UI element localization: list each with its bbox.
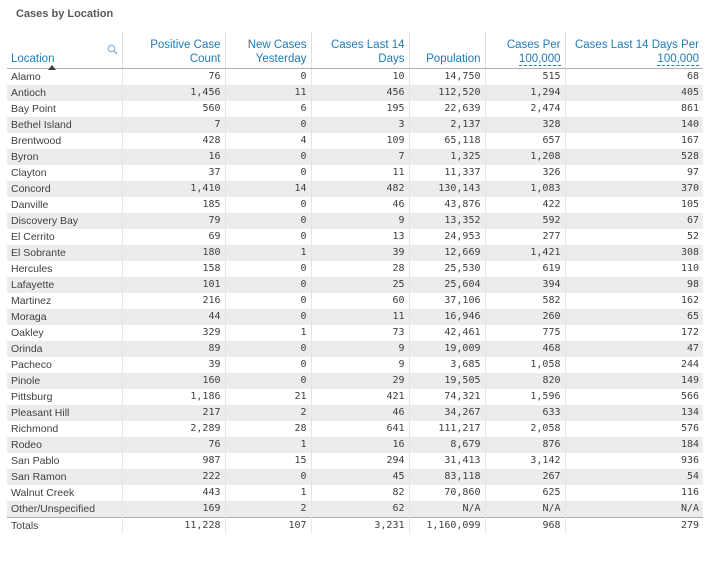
table-row[interactable] (7, 277, 703, 293)
cell-location[interactable]: Oakley (7, 325, 122, 341)
cell-cases-last-14-days-per-100k: 116 (565, 485, 703, 501)
cell-cases-per-100k: 2,058 (485, 421, 565, 437)
cell-positive-case-count: 39 (122, 357, 225, 373)
cell-positive-case-count: 2,289 (122, 421, 225, 437)
cell-population: 1,325 (409, 149, 485, 165)
table-row[interactable] (7, 69, 703, 86)
column-header-location[interactable]: Location (7, 32, 122, 69)
table-row[interactable] (7, 341, 703, 357)
cell-location[interactable]: Byron (7, 149, 122, 165)
cell-population: 70,860 (409, 485, 485, 501)
table-row[interactable] (7, 325, 703, 341)
cell-new-cases-yesterday: 1 (225, 485, 311, 501)
cases-by-location-table (7, 32, 703, 534)
cell-cases-last-14-days-per-100k: 140 (565, 117, 703, 133)
table-row[interactable] (7, 245, 703, 261)
cell-cases-last-14-days-per-100k: 98 (565, 277, 703, 293)
cell-cases-per-100k: 625 (485, 485, 565, 501)
cell-cases-last-14-days: 29 (311, 373, 409, 389)
cell-location[interactable]: Antioch (7, 85, 122, 101)
cell-cases-per-100k: 277 (485, 229, 565, 245)
cell-cases-per-100k: 515 (485, 69, 565, 86)
table-row[interactable] (7, 453, 703, 469)
cell-cases-last-14-days: 482 (311, 181, 409, 197)
cell-location[interactable]: Danville (7, 197, 122, 213)
cell-cases-last-14-days-per-100k: 172 (565, 325, 703, 341)
cell-positive-case-count: 169 (122, 501, 225, 518)
cell-new-cases-yesterday: 14 (225, 181, 311, 197)
cell-location[interactable]: El Sobrante (7, 245, 122, 261)
cell-cases-last-14-days-per-100k: 244 (565, 357, 703, 373)
cell-cases-last-14-days: 7 (311, 149, 409, 165)
cell-positive-case-count: 185 (122, 197, 225, 213)
cell-cases-last-14-days-per-100k: 162 (565, 293, 703, 309)
cell-cases-last-14-days-per-100k: 68 (565, 69, 703, 86)
cell-cases-last-14-days: 9 (311, 341, 409, 357)
column-header-cases-last-14-days[interactable]: Cases Last 14 Days (311, 32, 409, 69)
cell-positive-case-count: 16 (122, 149, 225, 165)
cell-cases-last-14-days: 82 (311, 485, 409, 501)
cell-cases-last-14-days: 13 (311, 229, 409, 245)
cell-new-cases-yesterday: 0 (225, 69, 311, 86)
cell-cases-last-14-days: 9 (311, 357, 409, 373)
cell-cases-per-100k: 468 (485, 341, 565, 357)
cell-positive-case-count: 44 (122, 309, 225, 325)
cell-cases-last-14-days-per-100k: 65 (565, 309, 703, 325)
totals-cell-positive-case-count: 11,228 (122, 518, 225, 535)
cell-positive-case-count: 1,186 (122, 389, 225, 405)
cell-location[interactable]: Orinda (7, 341, 122, 357)
cell-cases-per-100k: 775 (485, 325, 565, 341)
cell-cases-last-14-days: 10 (311, 69, 409, 86)
cell-cases-last-14-days: 294 (311, 453, 409, 469)
cell-positive-case-count: 222 (122, 469, 225, 485)
cell-cases-last-14-days-per-100k: 54 (565, 469, 703, 485)
column-header-cases-last-14-days-per-100k[interactable]: Cases Last 14 Days Per 100,000 (565, 32, 703, 69)
cell-positive-case-count: 7 (122, 117, 225, 133)
cell-positive-case-count: 79 (122, 213, 225, 229)
cell-cases-last-14-days-per-100k: 52 (565, 229, 703, 245)
cell-cases-per-100k: 326 (485, 165, 565, 181)
cell-new-cases-yesterday: 0 (225, 149, 311, 165)
cell-location[interactable]: Hercules (7, 261, 122, 277)
cell-location[interactable]: Alamo (7, 69, 122, 86)
cell-cases-per-100k: 260 (485, 309, 565, 325)
cell-new-cases-yesterday: 0 (225, 341, 311, 357)
cell-cases-last-14-days-per-100k: N/A (565, 501, 703, 518)
cell-population: 16,946 (409, 309, 485, 325)
cell-cases-per-100k: 1,083 (485, 181, 565, 197)
cell-positive-case-count: 76 (122, 69, 225, 86)
cell-location[interactable]: Richmond (7, 421, 122, 437)
table-body (7, 69, 703, 535)
cell-population: 24,953 (409, 229, 485, 245)
cell-cases-last-14-days-per-100k: 370 (565, 181, 703, 197)
cell-cases-last-14-days-per-100k: 105 (565, 197, 703, 213)
table-row[interactable] (7, 261, 703, 277)
cell-cases-last-14-days: 11 (311, 309, 409, 325)
cell-population: 25,530 (409, 261, 485, 277)
cell-cases-last-14-days: 109 (311, 133, 409, 149)
cell-cases-last-14-days-per-100k: 97 (565, 165, 703, 181)
cell-location[interactable]: Discovery Bay (7, 213, 122, 229)
cell-cases-per-100k: 592 (485, 213, 565, 229)
cell-positive-case-count: 329 (122, 325, 225, 341)
table-row[interactable] (7, 437, 703, 453)
totals-cell-cases-last-14-days: 3,231 (311, 518, 409, 535)
cell-positive-case-count: 216 (122, 293, 225, 309)
cell-new-cases-yesterday: 21 (225, 389, 311, 405)
cell-cases-last-14-days-per-100k: 308 (565, 245, 703, 261)
totals-row (7, 518, 703, 535)
cell-cases-per-100k: 1,208 (485, 149, 565, 165)
cell-positive-case-count: 428 (122, 133, 225, 149)
cell-cases-per-100k: 1,421 (485, 245, 565, 261)
table-row[interactable] (7, 485, 703, 501)
cell-positive-case-count: 89 (122, 341, 225, 357)
table-row[interactable] (7, 165, 703, 181)
cell-cases-per-100k: 1,058 (485, 357, 565, 373)
cell-cases-per-100k: 2,474 (485, 101, 565, 117)
cell-population: 37,106 (409, 293, 485, 309)
table-title: Cases by Location (16, 8, 114, 20)
cell-population: 11,337 (409, 165, 485, 181)
table-row[interactable] (7, 405, 703, 421)
cell-cases-last-14-days: 9 (311, 213, 409, 229)
column-header-new-cases-yesterday[interactable]: New Cases Yesterday (225, 32, 311, 69)
cell-cases-last-14-days-per-100k: 47 (565, 341, 703, 357)
cell-cases-last-14-days-per-100k: 134 (565, 405, 703, 421)
cell-location[interactable]: Concord (7, 181, 122, 197)
cell-cases-last-14-days: 39 (311, 245, 409, 261)
cell-cases-last-14-days: 28 (311, 261, 409, 277)
cell-cases-last-14-days: 45 (311, 469, 409, 485)
cell-cases-last-14-days: 46 (311, 405, 409, 421)
cell-new-cases-yesterday: 15 (225, 453, 311, 469)
cell-cases-last-14-days: 16 (311, 437, 409, 453)
table-row[interactable] (7, 421, 703, 437)
cell-population: 74,321 (409, 389, 485, 405)
cell-location[interactable]: Pacheco (7, 357, 122, 373)
cell-cases-last-14-days: 73 (311, 325, 409, 341)
cell-cases-per-100k: 394 (485, 277, 565, 293)
cell-new-cases-yesterday: 0 (225, 469, 311, 485)
table-row[interactable] (7, 85, 703, 101)
table-row[interactable] (7, 373, 703, 389)
table-row[interactable] (7, 149, 703, 165)
cell-new-cases-yesterday: 0 (225, 229, 311, 245)
totals-cell-new-cases-yesterday: 107 (225, 518, 311, 535)
cell-positive-case-count: 101 (122, 277, 225, 293)
cell-cases-last-14-days: 25 (311, 277, 409, 293)
cell-location[interactable]: Moraga (7, 309, 122, 325)
totals-cell-location: Totals (7, 518, 122, 535)
table-row[interactable] (7, 133, 703, 149)
search-icon[interactable] (107, 44, 118, 55)
cell-cases-per-100k: 619 (485, 261, 565, 277)
table-row[interactable] (7, 101, 703, 117)
cell-location[interactable]: Walnut Creek (7, 485, 122, 501)
table-row[interactable] (7, 117, 703, 133)
cell-location[interactable]: San Ramon (7, 469, 122, 485)
cell-positive-case-count: 987 (122, 453, 225, 469)
cell-population: 14,750 (409, 69, 485, 86)
cell-cases-per-100k: 422 (485, 197, 565, 213)
table-row[interactable] (7, 197, 703, 213)
cell-positive-case-count: 76 (122, 437, 225, 453)
table-row[interactable] (7, 229, 703, 245)
cell-cases-per-100k: 876 (485, 437, 565, 453)
cell-new-cases-yesterday: 0 (225, 165, 311, 181)
cell-cases-last-14-days-per-100k: 110 (565, 261, 703, 277)
cell-new-cases-yesterday: 2 (225, 501, 311, 518)
cell-cases-per-100k: 1,596 (485, 389, 565, 405)
cell-positive-case-count: 1,410 (122, 181, 225, 197)
totals-cell-population: 1,160,099 (409, 518, 485, 535)
cell-cases-per-100k: 3,142 (485, 453, 565, 469)
cell-population: 12,669 (409, 245, 485, 261)
cell-location[interactable]: San Pablo (7, 453, 122, 469)
cell-new-cases-yesterday: 6 (225, 101, 311, 117)
table-row[interactable] (7, 469, 703, 485)
cell-population: 34,267 (409, 405, 485, 421)
table-row[interactable] (7, 357, 703, 373)
cell-location[interactable]: Pittsburg (7, 389, 122, 405)
cell-population: 25,604 (409, 277, 485, 293)
sort-ascending-icon[interactable] (48, 65, 56, 70)
cell-location[interactable]: Other/Unspecified (7, 501, 122, 518)
cell-cases-last-14-days: 46 (311, 197, 409, 213)
cell-population: 19,009 (409, 341, 485, 357)
cell-location[interactable]: Martinez (7, 293, 122, 309)
cell-cases-last-14-days-per-100k: 936 (565, 453, 703, 469)
cell-population: 22,639 (409, 101, 485, 117)
cell-positive-case-count: 160 (122, 373, 225, 389)
cell-cases-last-14-days-per-100k: 528 (565, 149, 703, 165)
cell-location[interactable]: Pinole (7, 373, 122, 389)
cell-new-cases-yesterday: 0 (225, 373, 311, 389)
cell-location[interactable]: Lafayette (7, 277, 122, 293)
cell-population: 130,143 (409, 181, 485, 197)
cell-cases-per-100k: N/A (485, 501, 565, 518)
column-header-positive-case-count[interactable]: Positive Case Count (122, 32, 225, 69)
cell-new-cases-yesterday: 0 (225, 213, 311, 229)
cell-location[interactable]: Bay Point (7, 101, 122, 117)
cell-cases-last-14-days-per-100k: 566 (565, 389, 703, 405)
totals-cell-cases-per-100k: 968 (485, 518, 565, 535)
cell-positive-case-count: 1,456 (122, 85, 225, 101)
cell-new-cases-yesterday: 0 (225, 197, 311, 213)
cell-cases-last-14-days-per-100k: 149 (565, 373, 703, 389)
cell-new-cases-yesterday: 28 (225, 421, 311, 437)
cell-population: 2,137 (409, 117, 485, 133)
cell-population: 43,876 (409, 197, 485, 213)
cell-cases-per-100k: 657 (485, 133, 565, 149)
cell-new-cases-yesterday: 11 (225, 85, 311, 101)
cell-cases-per-100k: 267 (485, 469, 565, 485)
cell-positive-case-count: 560 (122, 101, 225, 117)
table-row[interactable] (7, 213, 703, 229)
cell-cases-per-100k: 328 (485, 117, 565, 133)
cell-positive-case-count: 69 (122, 229, 225, 245)
cell-cases-last-14-days: 421 (311, 389, 409, 405)
cell-new-cases-yesterday: 0 (225, 261, 311, 277)
cell-new-cases-yesterday: 2 (225, 405, 311, 421)
table-row[interactable] (7, 501, 703, 518)
table-row[interactable] (7, 309, 703, 325)
cell-new-cases-yesterday: 4 (225, 133, 311, 149)
cell-cases-last-14-days: 3 (311, 117, 409, 133)
column-header-cases-per-100k[interactable]: Cases Per 100,000 (485, 32, 565, 69)
cell-population: 13,352 (409, 213, 485, 229)
cell-new-cases-yesterday: 1 (225, 245, 311, 261)
cell-location[interactable]: El Cerrito (7, 229, 122, 245)
cell-positive-case-count: 217 (122, 405, 225, 421)
cell-population: 65,118 (409, 133, 485, 149)
cell-positive-case-count: 158 (122, 261, 225, 277)
cell-cases-last-14-days: 641 (311, 421, 409, 437)
cell-new-cases-yesterday: 0 (225, 309, 311, 325)
totals-cell-cases-last-14-days-per-100k: 279 (565, 518, 703, 535)
cell-population: 42,461 (409, 325, 485, 341)
column-header-population[interactable]: Population (409, 32, 485, 69)
cell-population: 111,217 (409, 421, 485, 437)
cell-cases-last-14-days: 456 (311, 85, 409, 101)
table-row[interactable] (7, 389, 703, 405)
cell-population: N/A (409, 501, 485, 518)
table-row[interactable] (7, 293, 703, 309)
cell-location[interactable]: Pleasant Hill (7, 405, 122, 421)
cell-cases-last-14-days: 11 (311, 165, 409, 181)
cell-cases-per-100k: 820 (485, 373, 565, 389)
cell-location[interactable]: Clayton (7, 165, 122, 181)
cell-cases-last-14-days-per-100k: 167 (565, 133, 703, 149)
cell-cases-last-14-days: 60 (311, 293, 409, 309)
cell-positive-case-count: 180 (122, 245, 225, 261)
table-row[interactable] (7, 181, 703, 197)
cell-positive-case-count: 37 (122, 165, 225, 181)
cell-population: 8,679 (409, 437, 485, 453)
cell-location[interactable]: Brentwood (7, 133, 122, 149)
cell-cases-last-14-days-per-100k: 576 (565, 421, 703, 437)
cell-new-cases-yesterday: 0 (225, 117, 311, 133)
cell-cases-per-100k: 633 (485, 405, 565, 421)
cell-cases-last-14-days-per-100k: 184 (565, 437, 703, 453)
cell-population: 112,520 (409, 85, 485, 101)
cell-location[interactable]: Rodeo (7, 437, 122, 453)
cell-cases-last-14-days-per-100k: 861 (565, 101, 703, 117)
cell-population: 3,685 (409, 357, 485, 373)
cell-population: 19,505 (409, 373, 485, 389)
cell-positive-case-count: 443 (122, 485, 225, 501)
cell-new-cases-yesterday: 1 (225, 437, 311, 453)
cell-location[interactable]: Bethel Island (7, 117, 122, 133)
cell-new-cases-yesterday: 1 (225, 325, 311, 341)
cell-cases-last-14-days-per-100k: 67 (565, 213, 703, 229)
cell-new-cases-yesterday: 0 (225, 277, 311, 293)
cell-cases-last-14-days-per-100k: 405 (565, 85, 703, 101)
cell-cases-last-14-days: 62 (311, 501, 409, 518)
cell-population: 83,118 (409, 469, 485, 485)
cell-cases-per-100k: 582 (485, 293, 565, 309)
cell-cases-per-100k: 1,294 (485, 85, 565, 101)
cell-new-cases-yesterday: 0 (225, 357, 311, 373)
cell-new-cases-yesterday: 0 (225, 293, 311, 309)
cell-cases-last-14-days: 195 (311, 101, 409, 117)
cell-population: 31,413 (409, 453, 485, 469)
